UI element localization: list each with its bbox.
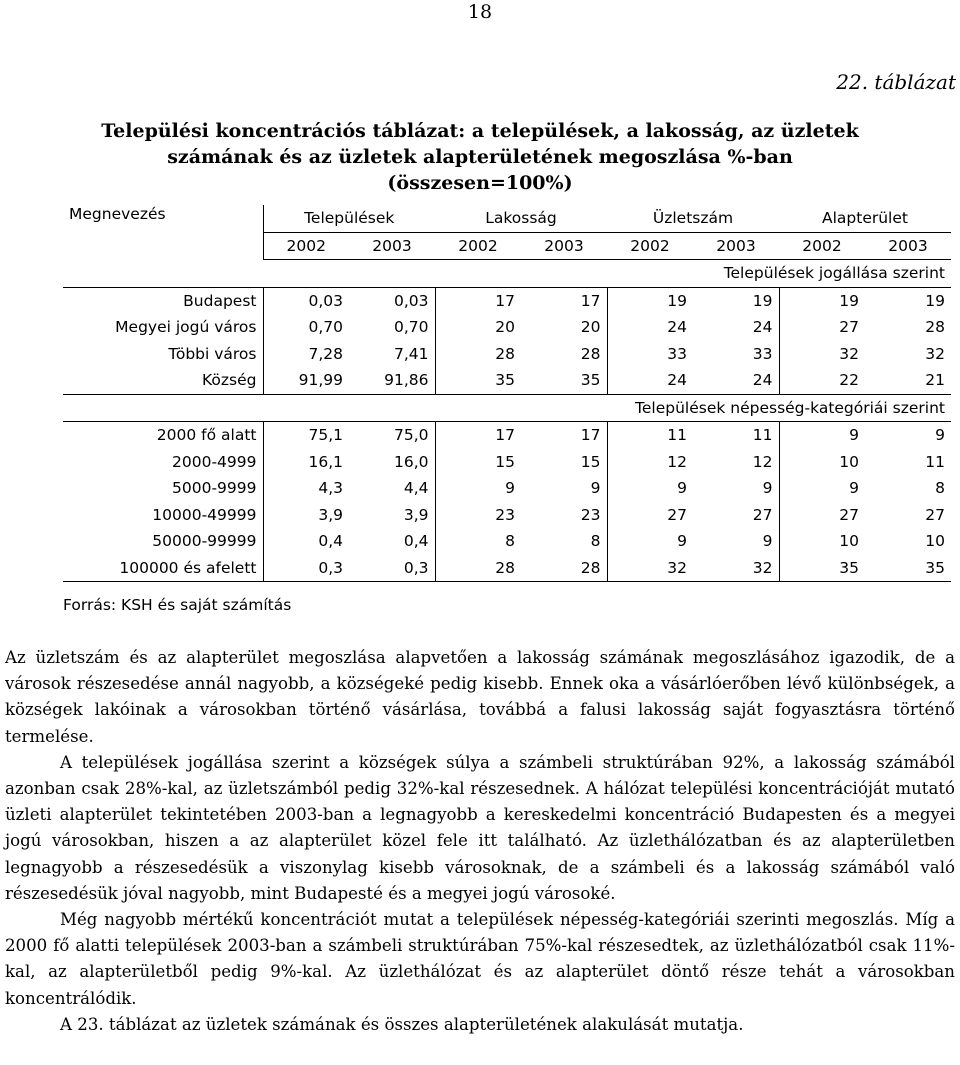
name-header: Megnevezés [63,205,263,260]
row-label: 5000-9999 [63,475,263,502]
paragraph: Az üzletszám és az alapterület megoszlása alapvetően a lakosság számának megoszlásához igazodik, de a városok részesedése annál nagyobb, a községeké pedig kisebb. Ennek oka a vásárlóerőben lévő különbségek, a községek lakóinak a városokban történő vásárlása, továbbá a falusi lakosság saját fogyasztásra történő termelése. [5,648,955,746]
table-cell: 0,4 [318,532,343,551]
table-cell: 9 [521,475,607,502]
year-header: 2002 [263,232,349,260]
table-cell: 27 [839,505,859,524]
table-row [63,341,951,368]
table-cell: 16,1 [308,452,343,471]
table-cell: 35 [521,367,607,394]
table-row [63,528,951,555]
table-row [63,314,951,341]
row-label: Budapest [63,287,263,314]
table-reference: 22. táblázat [836,70,956,94]
row-label: 50000-99999 [63,528,263,555]
table-cell: 8 [505,532,515,551]
table-cell: 17 [495,291,515,310]
table-row [63,367,951,394]
year-header: 2002 [607,232,693,260]
table-cell: 24 [693,314,779,341]
page-number: 18 [467,1,493,23]
table-cell: 4,4 [349,475,435,502]
table-cell: 28 [521,341,607,368]
body-text [5,645,955,1038]
table-cell: 0,3 [349,555,435,582]
table-cell: 0,4 [349,528,435,555]
table-cell: 75,1 [308,426,343,445]
table-cell: 28 [521,555,607,582]
row-label: 10000-49999 [63,502,263,529]
table-cell: 28 [495,344,515,363]
table-cell: 9 [849,479,859,498]
table-cell: 32 [693,555,779,582]
table-cell: 19 [693,287,779,314]
table-source: Forrás: KSH és saját számítás [63,596,292,614]
table-row [63,449,951,476]
row-label: Megyei jogú város [63,314,263,341]
table-cell: 91,86 [349,367,435,394]
table-title [40,118,920,196]
table-cell: 17 [521,422,607,449]
table-row [63,502,951,529]
table-cell: 23 [521,502,607,529]
table-cell: 33 [667,344,687,363]
table-row [63,555,951,582]
table-cell: 17 [495,426,515,445]
table-cell: 9 [505,479,515,498]
title-line-2: számának és az üzletek alapterületének megoszlása %-ban [167,146,793,168]
table-row [63,422,951,449]
row-label: 100000 és afelett [63,555,263,582]
row-label: Község [63,367,263,394]
year-header: 2002 [435,232,521,260]
table-cell: 27 [693,502,779,529]
group-header: Települések [263,205,435,232]
group-header: Alapterület [779,205,951,232]
table-cell: 35 [779,555,865,582]
paragraph: Még nagyobb mértékű koncentrációt mutat a települések népesség-kategóriái szerinti megoszlás. Míg a 2000 fő alatti települések 2003-ban a számbeli struktúrában 75%-kal részesedtek, az üzlethálózatból csak 11%-kal, az alapterületből pedig 9%-kal. Az üzlethálózat és az alapterület döntő része tehát a városokban koncentrálódik. [5,910,955,1008]
table-cell: 8 [521,528,607,555]
table-cell: 35 [435,367,521,394]
title-line-1: Települési koncentrációs táblázat: a települések, a lakosság, az üzletek [101,120,859,142]
table-cell: 19 [667,291,687,310]
table-cell: 17 [521,287,607,314]
section-header-row [63,394,951,422]
table-cell: 28 [925,318,945,337]
table-cell: 33 [693,341,779,368]
table-cell: 28 [435,555,521,582]
table-cell: 0,70 [349,314,435,341]
table-cell: 24 [667,318,687,337]
table-row [63,475,951,502]
table-cell: 23 [495,505,515,524]
table-cell: 32 [607,555,693,582]
table-cell: 11 [693,422,779,449]
table-cell: 21 [865,367,951,394]
table-cell: 9 [677,479,687,498]
row-label: Többi város [63,341,263,368]
table-cell: 0,3 [263,555,349,582]
row-label: 2000-4999 [63,449,263,476]
title-line-3: (összesen=100%) [387,172,573,194]
table-cell: 7,41 [349,341,435,368]
table-cell: 9 [677,532,687,551]
table-cell: 8 [935,479,945,498]
table-cell: 27 [925,505,945,524]
table-cell: 10 [839,452,859,471]
table-cell: 0,70 [308,318,343,337]
table-cell: 3,9 [349,502,435,529]
table-cell: 20 [521,314,607,341]
table-cell: 3,9 [318,505,343,524]
year-header: 2002 [779,232,865,260]
header-groups-row [63,205,951,232]
paragraph: A 23. táblázat az üzletek számának és összes alapterületének alakulását mutatja. [60,1014,744,1034]
table-cell: 0,03 [308,291,343,310]
table-row [63,287,951,314]
table-cell: 11 [925,452,945,471]
table-cell: 32 [925,344,945,363]
table-cell: 35 [865,555,951,582]
table-cell: 10 [839,532,859,551]
section-header-row [63,260,951,288]
section-label: Települések jogállása szerint [63,260,951,288]
table-cell: 7,28 [308,344,343,363]
table-cell: 15 [495,452,515,471]
section-label: Települések népesség-kategóriái szerint [63,394,951,422]
table-cell: 91,99 [263,367,349,394]
table-cell: 22 [779,367,865,394]
table-cell: 10 [925,532,945,551]
group-header: Üzletszám [607,205,779,232]
table-cell: 9 [849,426,859,445]
table-cell: 20 [495,318,515,337]
table-cell: 0,03 [349,287,435,314]
table-cell: 24 [607,367,693,394]
year-header: 2003 [865,232,951,260]
year-header: 2003 [521,232,607,260]
table-cell: 24 [693,367,779,394]
paragraph: A települések jogállása szerint a községek súlya a számbeli struktúrában 92%, a lakosság számából azonban csak 28%-kal, az üzletszámból pedig 32%-kal részesednek. A hálózat települési koncentrációját mutató üzleti alapterület tekintetében 2003-ban a legnagyobb a kereskedelmi koncentráció Budapesten és a megyei jogú városokban, hiszen a az alapterület közel fele itt található. Az üzlethálózatban és az alapterületben legnagyobb a részesedésük a viszonylag kisebb városoknak, de a számbeli és a lakosság számából való részesedésük jóval nagyobb, mint Budapesté és a megyei jogú városoké. [5,752,955,903]
table-cell: 4,3 [318,479,343,498]
table-cell: 9 [693,475,779,502]
group-header: Lakosság [435,205,607,232]
concentration-table [63,205,951,582]
table-cell: 9 [693,528,779,555]
table-cell: 75,0 [349,422,435,449]
table-cell: 19 [925,291,945,310]
year-header: 2003 [349,232,435,260]
table-cell: 19 [839,291,859,310]
row-label: 2000 fő alatt [63,422,263,449]
table-cell: 15 [521,449,607,476]
table-cell: 16,0 [349,449,435,476]
table-cell: 12 [667,452,687,471]
table-cell: 27 [667,505,687,524]
table-cell: 9 [935,426,945,445]
year-header: 2003 [693,232,779,260]
table-cell: 32 [839,344,859,363]
table-cell: 12 [693,449,779,476]
table-cell: 11 [667,426,687,445]
table-cell: 27 [839,318,859,337]
